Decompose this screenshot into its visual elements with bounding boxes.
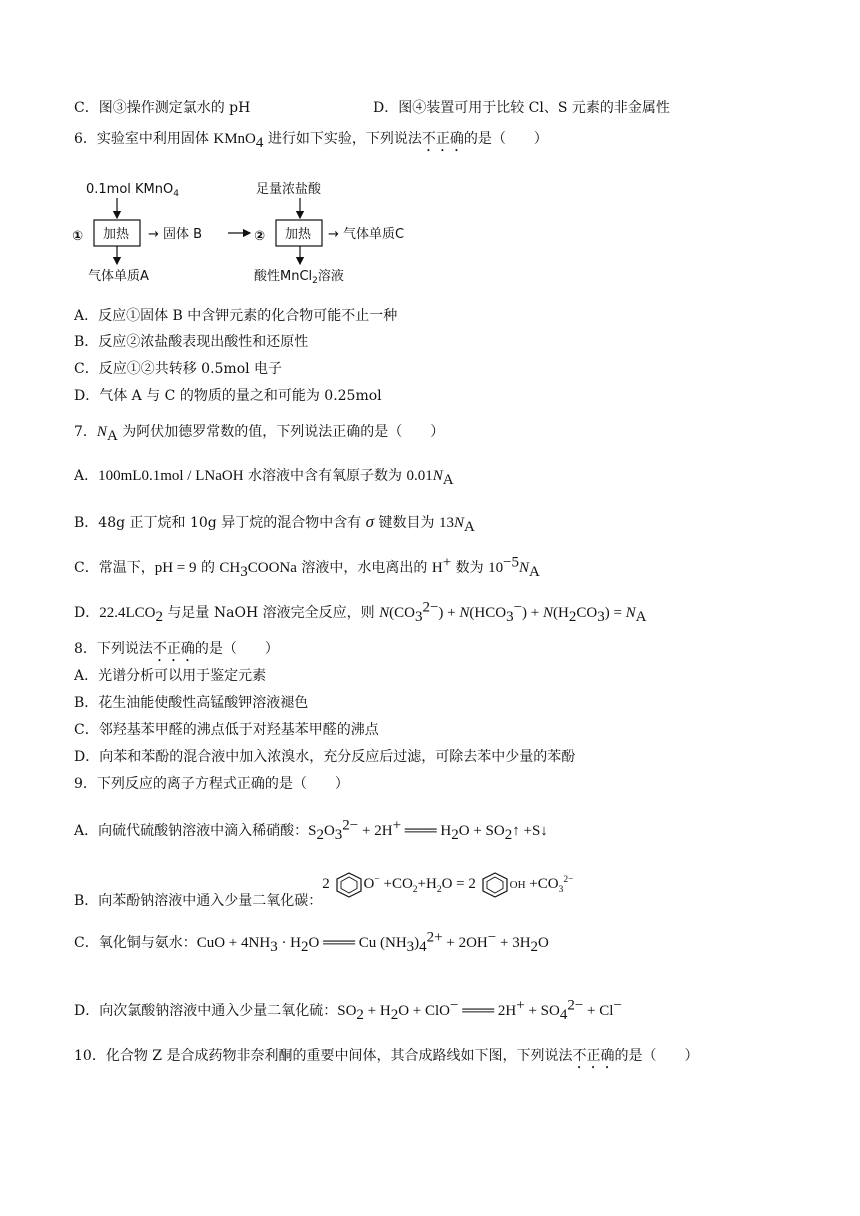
q6-option-c: C．反应①②共转移 0.5mol 电子 — [74, 361, 283, 377]
q7-option-d: D．$22.4LCO_2$ 与足量 NaOH 溶液完全反应，则 $N(CO_3^{2-}) + N(HCO_3^-) + N(H_2CO_3) = N_A$ — [74, 599, 647, 625]
q9-stem: 9．下列反应的离子方程式正确的是（ ） — [74, 776, 349, 792]
emphasis-not-correct: 不正确 — [572, 1048, 615, 1064]
q7-option-c: C．常温下，pH = 9 的 $CH_3COONa$ 溶液中，水电离出的 H+ 数为 $10^{-5}N_A$ — [74, 554, 540, 580]
q8-option-a: A．光谱分析可以用于鉴定元素 — [74, 668, 267, 684]
emphasis-not-correct: 不正确 — [152, 641, 195, 657]
flow-top-reagent-1: 0.1mol KMnO$_4$ — [86, 182, 179, 199]
q6-option-d: D．气体 A 与 C 的物质的量之和可能为 0.25mol — [74, 388, 382, 404]
q8-option-b: B．花生油能使酸性高锰酸钾溶液褪色 — [74, 695, 309, 711]
q8-stem: 8．下列说法不正确的是（ ） — [74, 641, 279, 657]
benzene-ring-icon — [480, 871, 510, 899]
flow-box-2-label: 加热 — [285, 227, 312, 242]
q7-option-b: B．48g 正丁烷和 10g 异丁烷的混合物中含有 σ 键数目为 $13N_A$ — [74, 512, 475, 535]
q9-option-a: A．向硫代硫酸钠溶液中滴入稀硝酸：$S_2O_3^{2-} + 2H^+$ ═══ $H_2O$ + $SO_2↑$ +S↓ — [74, 817, 548, 843]
q6-stem: 6．实验室中利用固体 KMnO$_4$ 进行如下实验，下列说法不正确的是（ ） — [74, 131, 548, 151]
emphasis-not-correct: 不正确 — [421, 131, 464, 147]
q8-option-d: D．向苯和苯酚的混合液中加入浓溴水，充分反应后过滤，可除去苯中少量的苯酚 — [74, 749, 576, 765]
flow-top-reagent-2: 足量浓盐酸 — [256, 182, 322, 197]
q9-option-c: C．氧化铜与氨水：CuO + $4NH_3 \cdot H_2O$ ═══ Cu $(NH_3)_4^{2+} + 2OH^- + 3H_2O$ — [74, 929, 549, 955]
reaction-flow-diagram — [72, 180, 432, 290]
flow-solid-b: → 固体 B — [148, 227, 203, 242]
flow-gas-c: → 气体单质C — [328, 227, 405, 242]
q5-option-d: D．图④装置可用于比较 Cl、S 元素的非金属性 — [373, 100, 670, 116]
q9-option-b: B．向苯酚钠溶液中通入少量二氧化碳：2 $O^- +CO_2+H_2O = 2$ OH $+CO_3^{2-}$ — [74, 878, 573, 907]
q7-stem: 7．$N_A$ 为阿伏加德罗常数的值，下列说法正确的是（ ） — [74, 424, 445, 444]
flow-mncl2-solution: 酸性MnCl$_2$溶液 — [254, 269, 344, 286]
q6-option-b: B．反应②浓盐酸表现出酸性和还原性 — [74, 334, 309, 350]
q8-option-c: C．邻羟基苯甲醛的沸点低于对羟基苯甲醛的沸点 — [74, 722, 379, 738]
flow-gas-a: 气体单质A — [88, 269, 149, 284]
q10-stem: 10．化合物 Z 是合成药物非奈利酮的重要中间体，其合成路线如下图，下列说法不正确的是（ ） — [74, 1048, 699, 1064]
flow-step-1: ① — [72, 229, 84, 244]
flow-step-2: ② — [254, 229, 266, 244]
q5-option-c: C．图③操作测定氯水的 pH — [74, 100, 251, 116]
q9-option-d: D．向次氯酸钠溶液中通入少量二氧化硫：$SO_2 + H_2O + ClO^-$ ═══ $2H^+ + SO_4^{2-} + Cl^-$ — [74, 997, 622, 1023]
q7-option-a: A．100mL0.1mol / LNaOH 水溶液中含有氧原子数为 $0.01N_A$ — [74, 468, 454, 488]
flow-box-1-label: 加热 — [103, 227, 130, 242]
phenoxide-equation: 2 $O^- +CO_2+H_2O = 2$ OH $+CO_3^{2-}$ — [322, 876, 573, 892]
benzene-ring-icon — [334, 871, 364, 899]
q6-option-a: A．反应①固体 B 中含钾元素的化合物可能不止一种 — [74, 308, 398, 324]
